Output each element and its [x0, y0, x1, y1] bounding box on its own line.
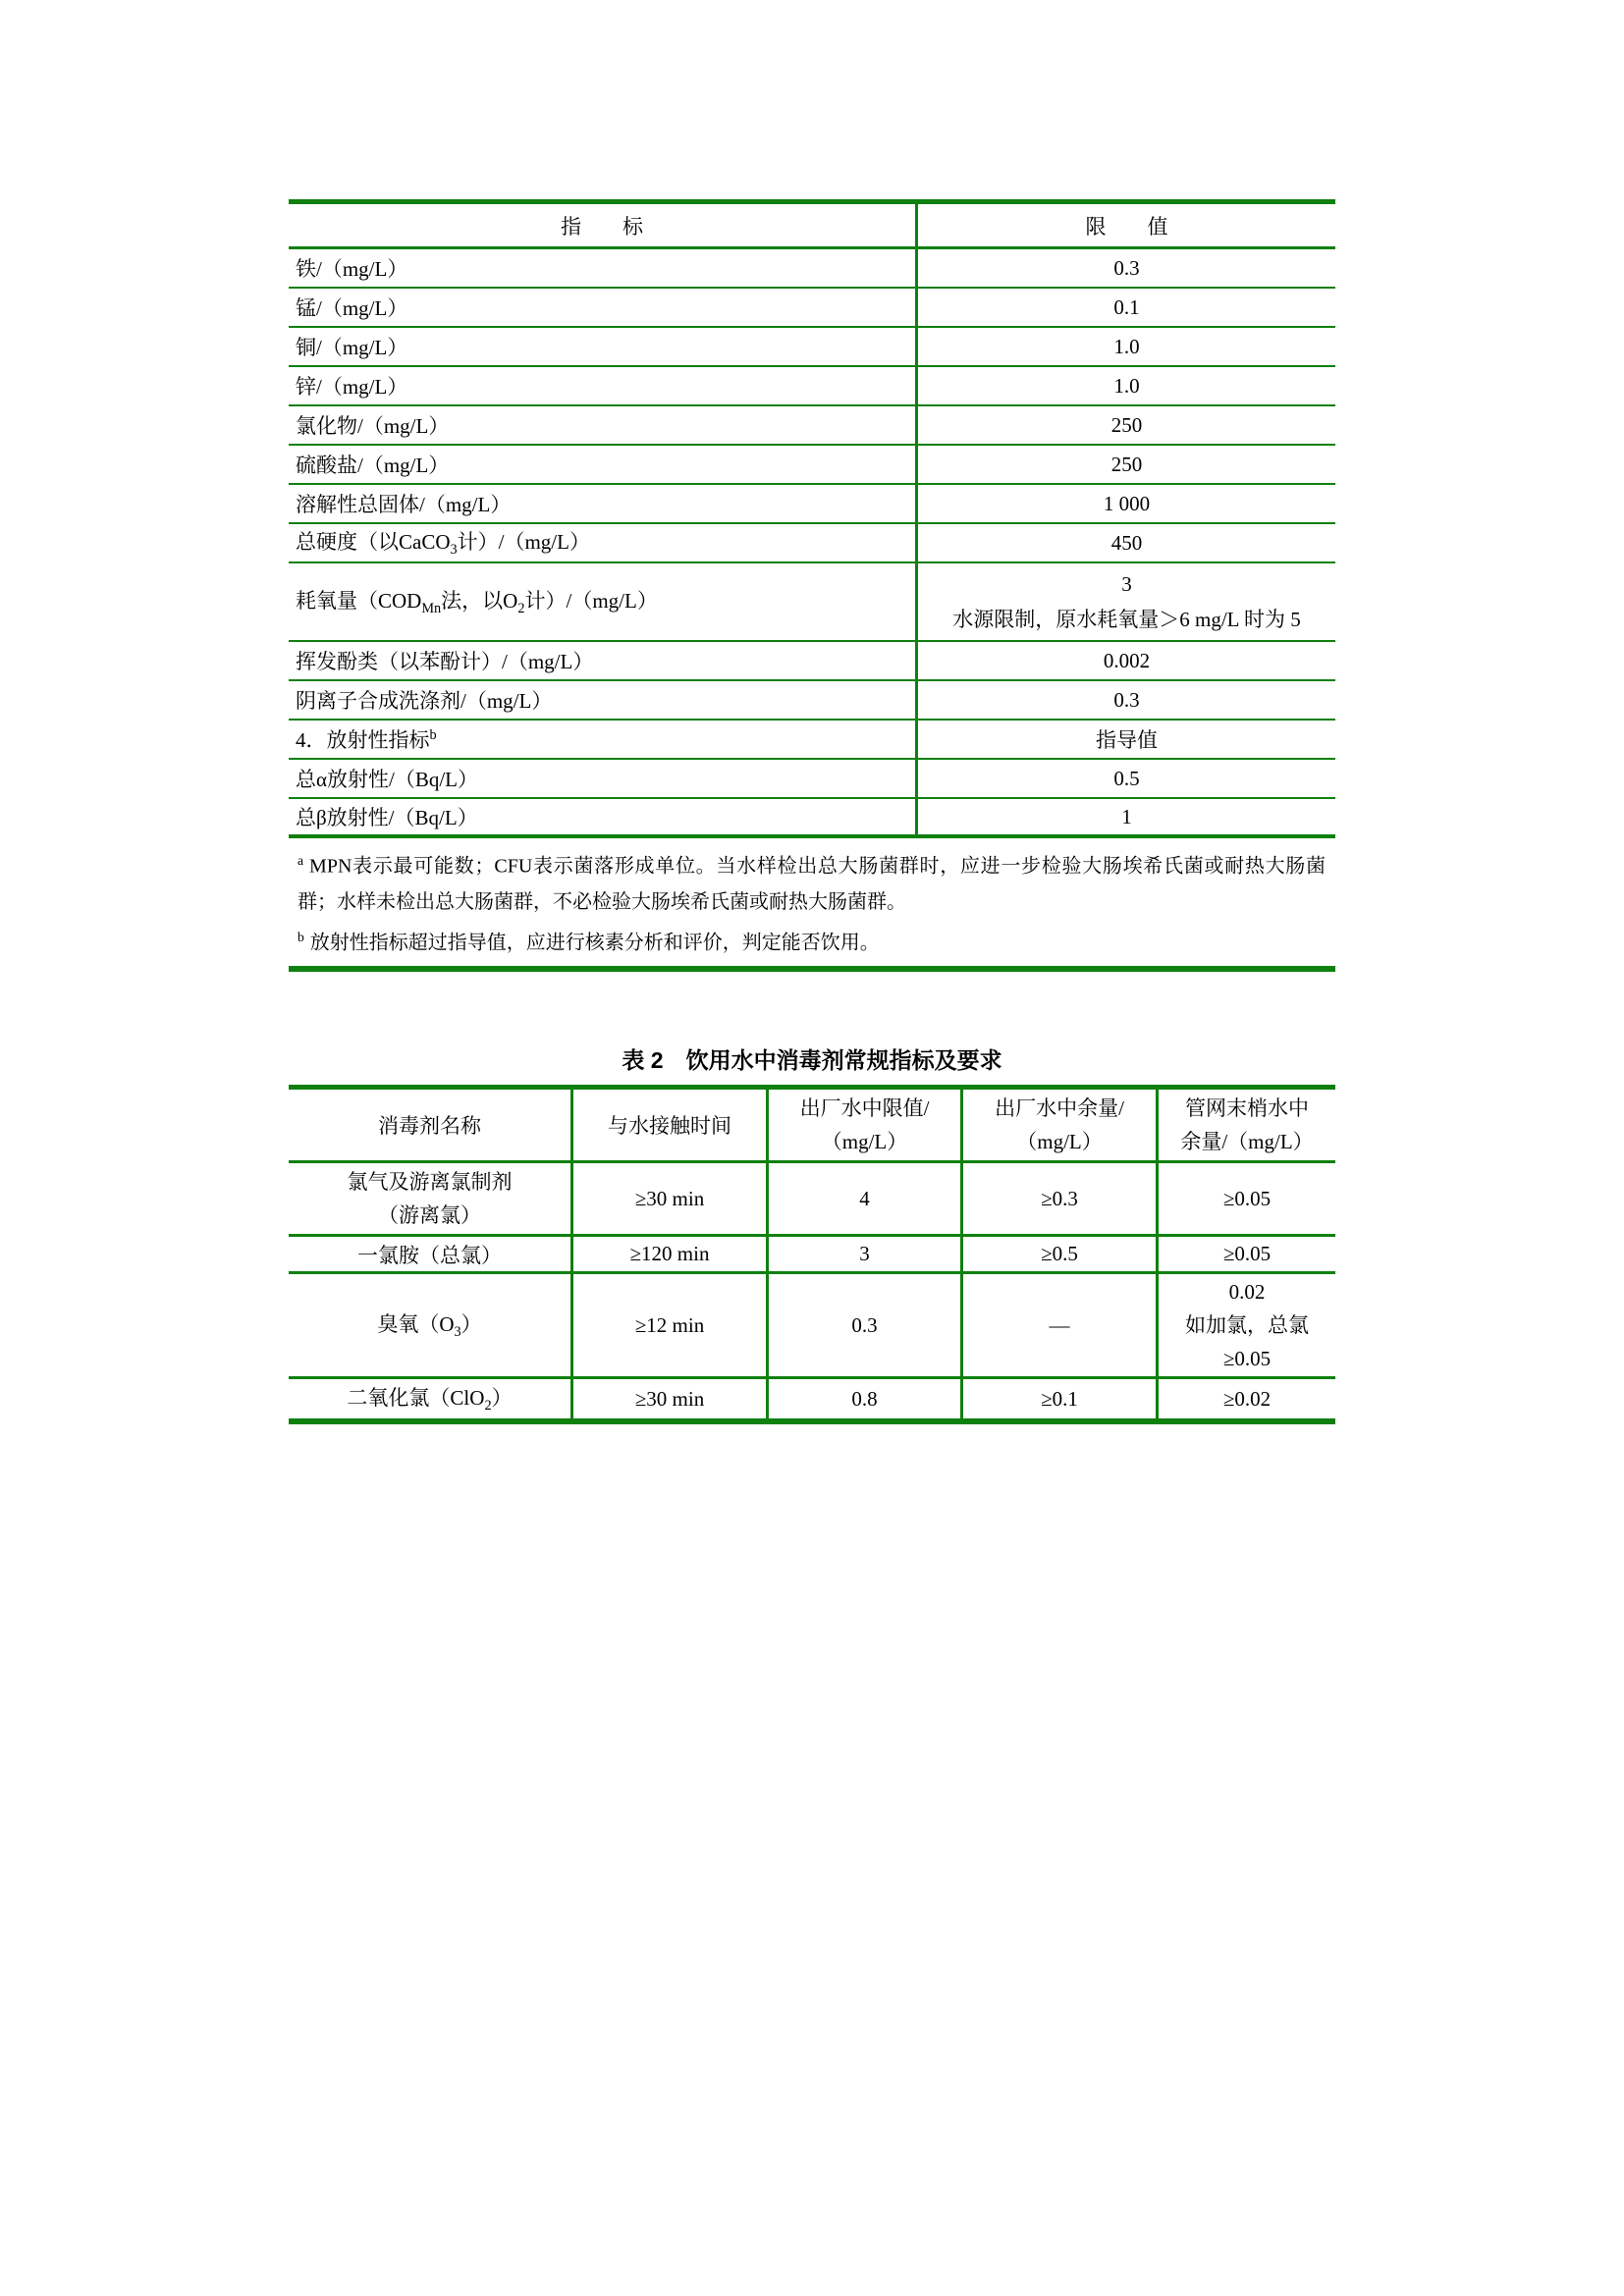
table1-footnotes	[289, 838, 1335, 966]
table-row-monochloramine	[289, 1237, 1335, 1274]
pipe-end-residual-cell: ≥0.05	[1222, 1242, 1272, 1265]
footnote-b-marker: b	[298, 929, 304, 944]
header-factory-limit: 出厂水中限值/ （mg/L）	[769, 1090, 963, 1160]
contact-time-cell: ≥30 min	[573, 1163, 769, 1234]
footnote-a	[298, 843, 1326, 920]
table-row	[289, 524, 1335, 563]
table-row	[289, 799, 1335, 838]
pipe-end-residual-cell: ≥0.05	[1222, 1186, 1272, 1210]
header-contact-time: 与水接触时间	[573, 1090, 769, 1160]
table-row-ozone	[289, 1274, 1335, 1379]
indicator-cell: 4．放射性指标$^b$	[289, 721, 918, 758]
table-row	[289, 249, 1335, 289]
limit-cell: 1 000	[1103, 491, 1151, 515]
indicator-cell: 硫酸盐/（mg/L）	[289, 446, 918, 483]
factory-limit-cell: 4	[769, 1163, 963, 1234]
table-row	[289, 289, 1335, 328]
pipe-end-residual-cell: 0.02 如加氯，总氯 ≥0.05	[1185, 1280, 1309, 1370]
table2-header-row	[289, 1090, 1335, 1163]
indicator-cell: 溶解性总固体/（mg/L）	[289, 485, 918, 522]
footnote-a-text: MPN表示最可能数；CFU表示菌落形成单位。当水样检出总大肠菌群时，应进一步检验大肠埃希氏菌或耐热大肠菌群；水样未检出总大肠菌群，不必检验大肠埃希氏菌或耐热大肠菌群。	[298, 855, 1326, 913]
indicator-cell: 总α放射性/（Bq/L）	[289, 760, 918, 797]
indicator-cell: 总β放射性/（Bq/L）	[289, 799, 918, 834]
indicator-cell: 总硬度（以CaCO$_3$计）/（mg/L）	[289, 524, 918, 561]
table-row	[289, 446, 1335, 485]
factory-residual-cell: —	[963, 1274, 1159, 1376]
factory-limit-cell: 0.8	[769, 1379, 963, 1418]
indicator-cell: 耗氧量（$COD_{Mn}$法，以$O_2$计）/（mg/L）	[289, 563, 918, 640]
table-row	[289, 563, 1335, 642]
table1-header-limit: 限 值	[1085, 214, 1168, 239]
indicator-cell: 锰/（mg/L）	[289, 289, 918, 326]
footnote-a-marker: a	[298, 853, 304, 868]
table1-header-indicator: 指 标	[289, 204, 918, 246]
table-row-radioactivity-section	[289, 721, 1335, 760]
limit-cell: 0.1	[1113, 294, 1140, 319]
table-row	[289, 328, 1335, 367]
table-row	[289, 681, 1335, 721]
disinfectant-name-cell: 臭氧$(O_3)$	[289, 1274, 573, 1376]
disinfectant-name-cell: 一氯胺（总氯）	[289, 1237, 573, 1271]
disinfectant-name-cell: 氯气及游离氯制剂 （游离氯）	[289, 1163, 573, 1234]
limit-cell: 250	[1110, 412, 1143, 437]
table2-title: 表 2 饮用水中消毒剂常规指标及要求	[622, 1047, 1002, 1073]
contact-time-cell: ≥120 min	[573, 1237, 769, 1271]
header-pipe-end-residual: 管网末梢水中 余量/（mg/L）	[1180, 1096, 1314, 1153]
limit-cell: 0.3	[1113, 687, 1140, 712]
indicator-cell: 锌/（mg/L）	[289, 367, 918, 404]
indicator-cell: 阴离子合成洗涤剂/（mg/L）	[289, 681, 918, 719]
factory-limit-cell: 0.3	[769, 1274, 963, 1376]
footnote-b	[298, 920, 1326, 961]
limit-cell: 0.5	[1113, 766, 1140, 790]
table-row-chlorine-dioxide	[289, 1379, 1335, 1418]
header-factory-residual: 出厂水中余量/ （mg/L）	[963, 1090, 1159, 1160]
table1-water-quality-limits	[289, 199, 1335, 972]
pipe-end-residual-cell: ≥0.02	[1222, 1386, 1272, 1411]
limit-cell: 450	[1110, 530, 1143, 555]
factory-residual-cell: ≥0.3	[963, 1163, 1159, 1234]
table1-header-row	[289, 204, 1335, 249]
table-row	[289, 485, 1335, 524]
factory-limit-cell: 3	[769, 1237, 963, 1271]
factory-residual-cell: ≥0.1	[963, 1379, 1159, 1418]
table-row-chlorine	[289, 1163, 1335, 1237]
table2-disinfectants	[289, 1085, 1335, 1424]
table-row	[289, 642, 1335, 681]
indicator-cell: 氯化物/（mg/L）	[289, 406, 918, 444]
footnote-b-text: 放射性指标超过指导值，应进行核素分析和评价，判定能否饮用。	[309, 932, 880, 954]
limit-cell: 1.0	[1113, 334, 1140, 358]
contact-time-cell: ≥30 min	[573, 1379, 769, 1418]
factory-residual-cell: ≥0.5	[963, 1237, 1159, 1271]
table-row	[289, 760, 1335, 799]
indicator-cell: 铜/（mg/L）	[289, 328, 918, 365]
limit-cell: 0.002	[1103, 648, 1151, 672]
limit-cell: 1	[1121, 804, 1132, 828]
contact-time-cell: ≥12 min	[573, 1274, 769, 1376]
indicator-cell: 铁/（mg/L）	[289, 249, 918, 287]
header-disinfectant-name: 消毒剂名称	[289, 1090, 573, 1160]
limit-cell: 指导值	[1096, 728, 1158, 752]
limit-cell: 250	[1110, 452, 1143, 476]
disinfectant-name-cell: 二氧化氯（ClO$_2$）	[289, 1379, 573, 1418]
limit-cell: 1.0	[1113, 373, 1140, 398]
indicator-cell: 挥发酚类（以苯酚计）/（mg/L）	[289, 642, 918, 679]
limit-cell: 3 水源限制，原水耗氧量＞6 mg/L 时为 5	[952, 572, 1301, 631]
limit-cell: 0.3	[1113, 255, 1140, 280]
table-row	[289, 367, 1335, 406]
table-row	[289, 406, 1335, 446]
